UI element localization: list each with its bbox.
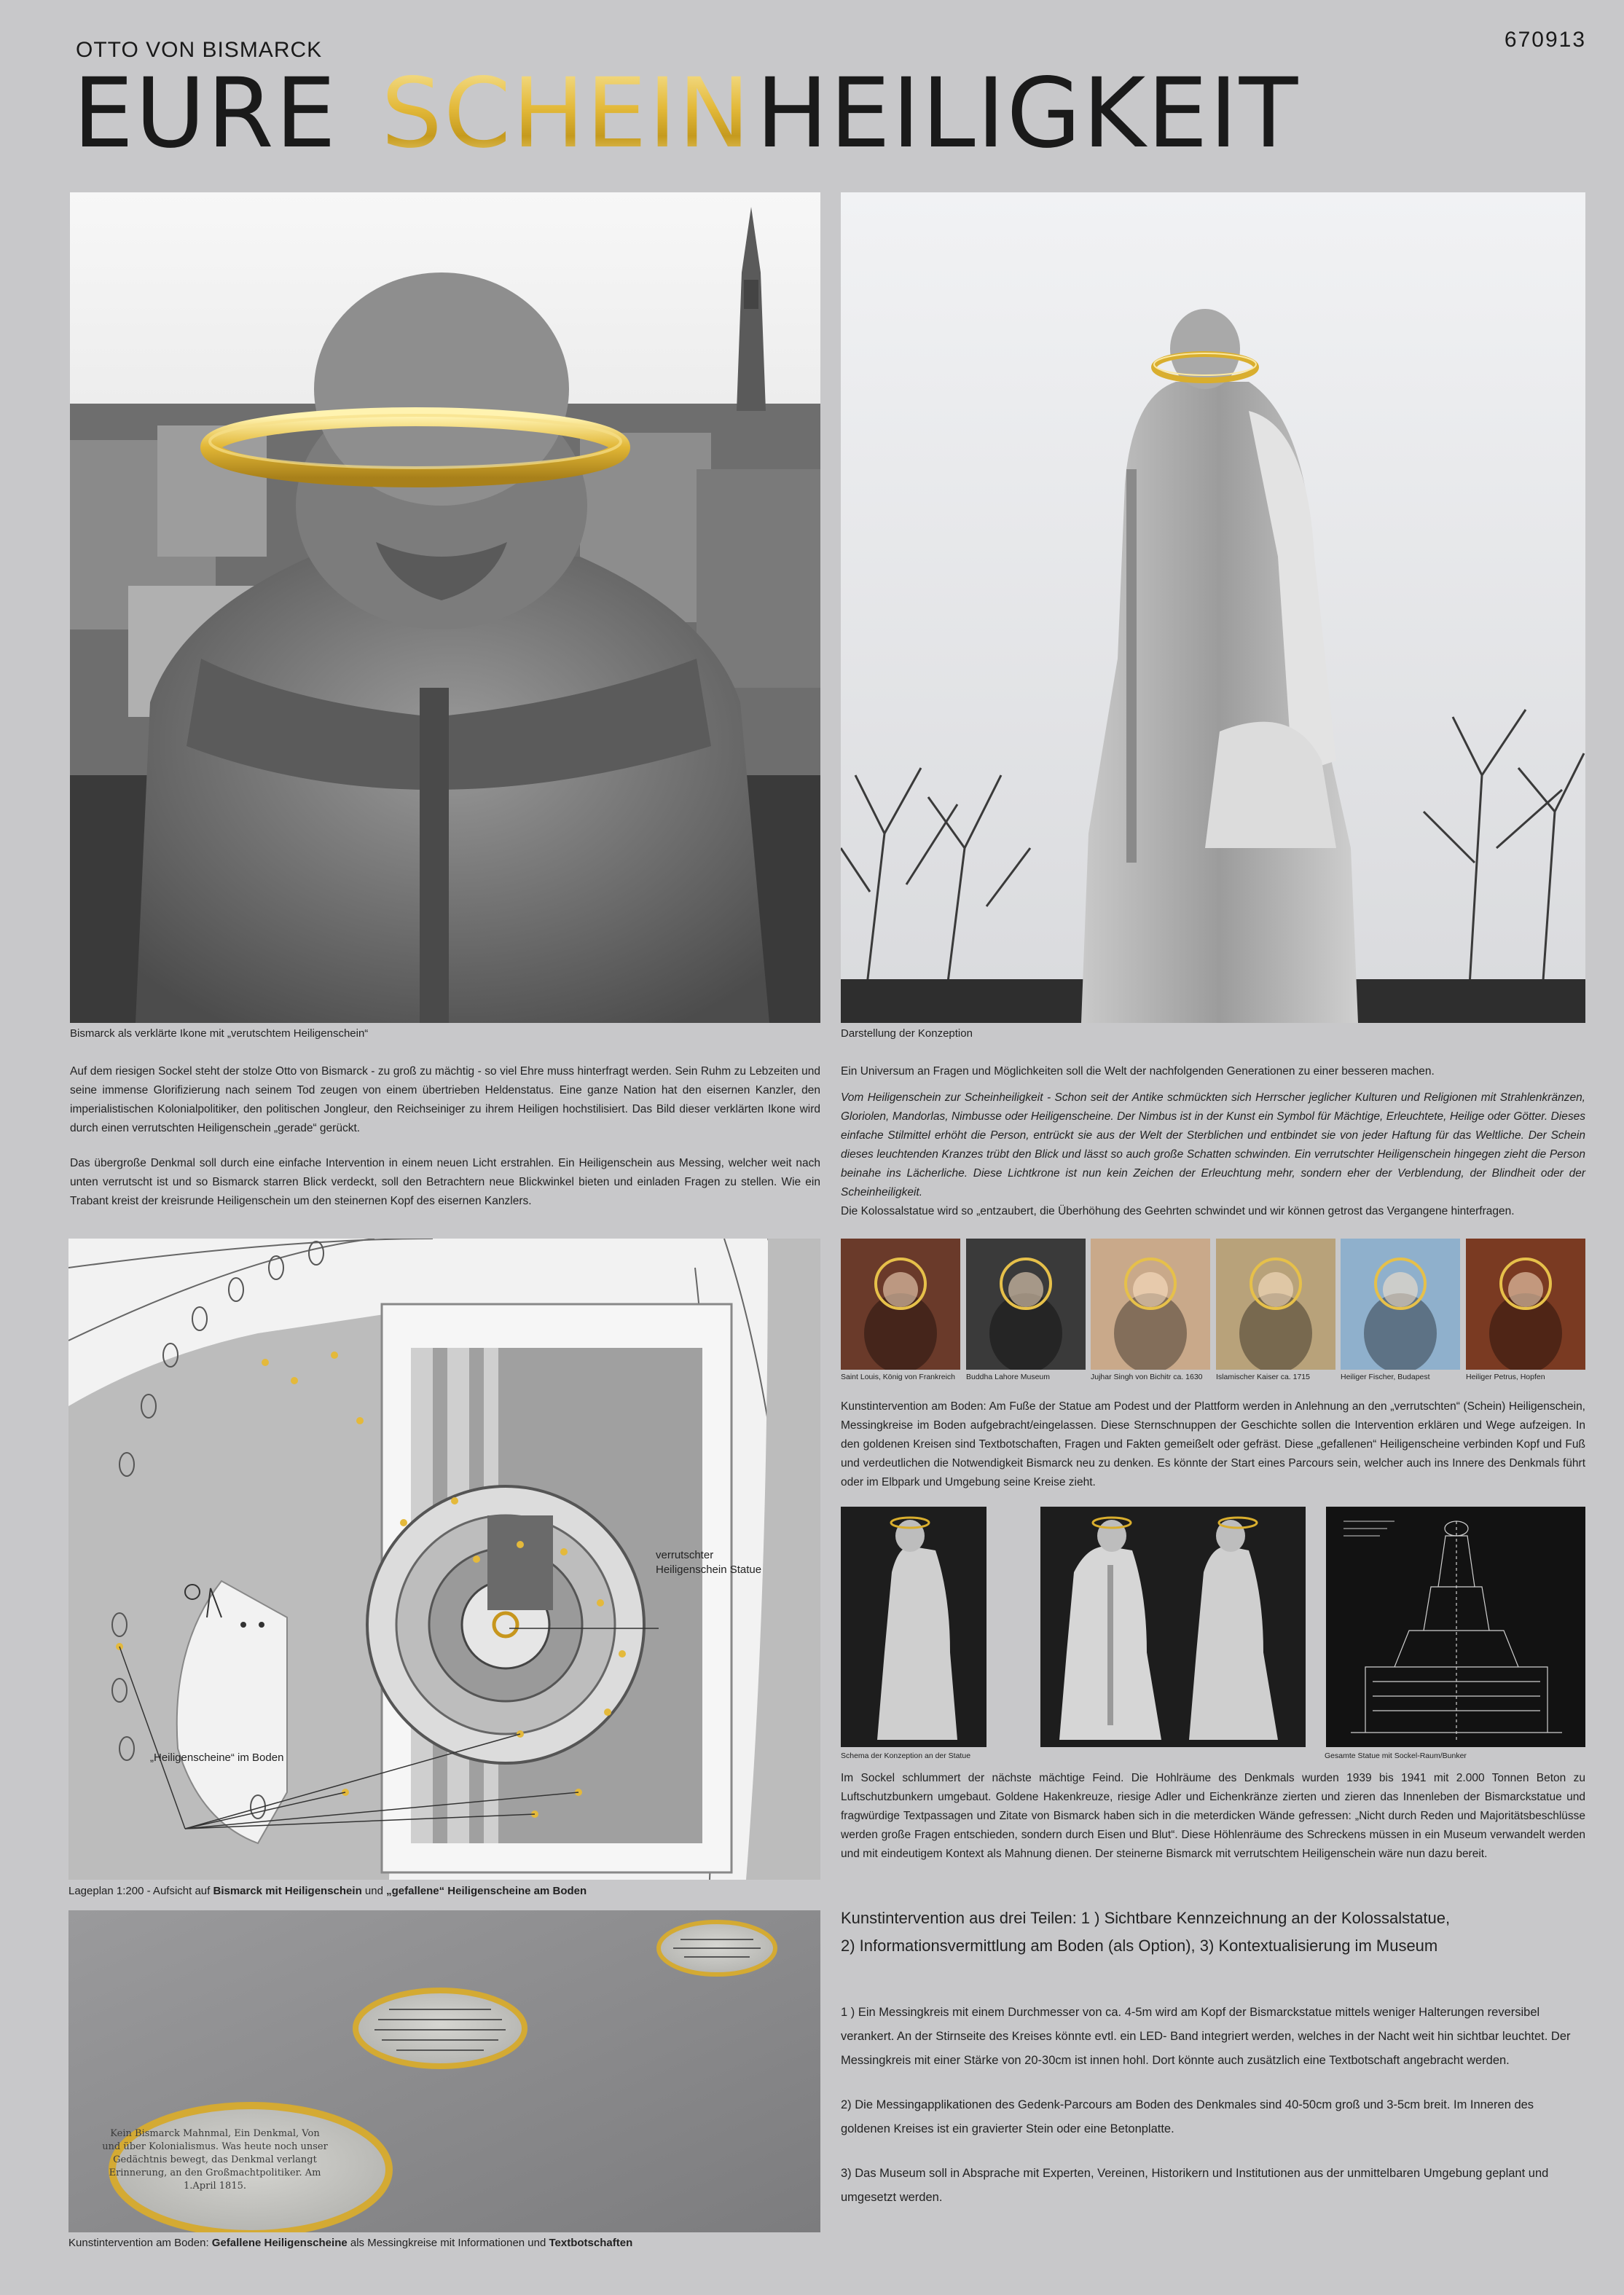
statue-concept-photo [841, 192, 1585, 1023]
intro-paragraph-1: Auf dem riesigen Sockel steht der stolze Otto von Bismarck - zu groß zu mächtig - so viel Ehre muss hinterfragt werden. Sein Ruhm zu Lebzeiten und seine immense Glorifizierung nach seinem Tod zeugen von einem übertrieben Heldenstatus. Eine ganze Nation hat den eisernen Kanzler, den imperialistischen Kolonialpolitiker, den politischen Jongleur, den Reichseiniger zu ihrem Heiligen hochstilisiert. Das Bild dieser verklärten Ikone wird durch einen verrutschten Heiligenschein „gerade“ gerückt. [70, 1065, 820, 1134]
intervention-heading-line2: 2) Informationsvermittlung am Boden (als Option), 3) Kontextualisierung im Museum [841, 1937, 1438, 1955]
title-part-eure: EURE [73, 58, 338, 170]
halo-example-image [1216, 1239, 1335, 1370]
halo-example-caption: Jujhar Singh von Bichitr ca. 1630 [1091, 1373, 1203, 1381]
intervention-heading-line1: Kunstintervention aus drei Teilen: 1 ) Sichtbare Kennzeichnung an der Kolossalstatue, [841, 1909, 1451, 1927]
schema-images [841, 1507, 1585, 1747]
halo-example-image [1466, 1239, 1585, 1370]
title-part-schein: SCHEIN [381, 58, 752, 170]
intervention-step-2: 2) Die Messingapplikationen des Gedenk-Parcours am Boden des Denkmales sind 40-50cm groß und 3-5cm breit. Im Inneren des goldenen Kreises ist ein gravierter Stein oder eine Betonplatte. [841, 2098, 1534, 2135]
intervention-heading [841, 1904, 1591, 1960]
intervention-step-1: 1 ) Ein Messingkreis mit einem Durchmesser von ca. 4-5m wird am Kopf der Bismarckstatue mittels weniger Halterungen reversibel verankert. An der Stirnseite des Kreises könnte evtl. ein LED- Band integriert werden, welches in der Nacht weit hin sichtbar leuchtet. Der Messingkreis mit einer Stärke von 20-30cm ist innen hohl. Dort könnte auch zusätzlich eine Textbotschaft angebracht werden. [841, 2006, 1571, 2067]
halo-example-image [1341, 1239, 1460, 1370]
bust-photo [70, 192, 820, 1023]
ground-caption-b: Gefallene Heiligenscheine [211, 2237, 348, 2249]
ground-caption-a: Kunstintervention am Boden: [68, 2237, 212, 2249]
intervention-steps [841, 2001, 1585, 2230]
ground-caption-c: als Messingkreise mit Informationen und [347, 2237, 549, 2249]
plaque-text: Kein Bismarck Mahnmal, Ein Denkmal, Von und über Kolonialismus. Was heute noch unser Gedächtnis bewegt, das Denkmal verlangt Erinnerung, an den Großmachtpolitiker. Am 1.April 1815. [102, 2128, 328, 2192]
title-part-heiligkeit: HEILIGKEIT [756, 58, 1300, 170]
label-statue-halo: verrutschter Heiligenschein Statue [656, 1549, 762, 1576]
entry-code: 670913 [1504, 28, 1586, 52]
label-ground-halos: „Heiligenscheine“ im Boden [150, 1751, 284, 1764]
halo-example-caption: Islamischer Kaiser ca. 1715 [1216, 1373, 1310, 1381]
halo-example-caption: Heiliger Petrus, Hopfen [1466, 1373, 1545, 1381]
halo-example-caption: Saint Louis, König von Frankreich [841, 1373, 956, 1381]
site-plan-caption-b: Bismarck mit Heiligenschein [213, 1885, 362, 1897]
intro-paragraph-2: Das übergroße Denkmal soll durch eine einfache Intervention in einem neuen Licht erstrahlen. Ein Heiligenschein aus Messing, welcher weit nach unten verrutscht ist und so Bismarck starren Blick verdeckt, soll den Betrachtern neue Blickwinkel bieten und einladen Fragen zu stellen. Wie ein Trabant kreist der kreisrunde Heiligenschein um den steinernen Kopf des eisernen Kanzlers. [70, 1157, 820, 1207]
poster-title [73, 58, 1300, 170]
bust-photo-caption: Bismarck als verklärte Ikone mit „verutschtem Heiligenschein“ [70, 1027, 369, 1040]
universe-paragraph: Ein Universum an Fragen und Möglichkeiten soll die Welt der nachfolgenden Generationen zu einer besseren machen. [841, 1065, 1435, 1078]
halo-example-image [1091, 1239, 1210, 1370]
halo-example-image [841, 1239, 960, 1370]
site-plan-caption-c: und [361, 1885, 387, 1897]
halo-example-image [966, 1239, 1086, 1370]
intervention-step-3: 3) Das Museum soll in Absprache mit Experten, Vereinen, Historikern und Institutionen aus der unmittelbaren Umgebung geplant und umgesetzt werden. [841, 2167, 1549, 2204]
schema-caption-left: Schema der Konzeption an der Statue [841, 1751, 971, 1760]
bunker-text: Im Sockel schlummert der nächste mächtige Feind. Die Hohlräume des Denkmals wurden 1939 bis 1941 mit 2.000 Tonnen Beton zu Luftschutzbunkern umgebaut. Goldene Hakenkreuze, riesige Adler und Eichenkränze zierten und zieren das Innenleben der Bismarckstatue und fragwürdige Textpassagen und Zitate von Bismarck haben sich in die meterdicken Wände gefressen: „Nicht durch Reden und Majoritätsbeschlüsse werden große Fragen entschieden, sondern durch Eisen und Blut“. Diese Höhlenräume des Schreckens müssen in ein Museum verwandelt werden und mit eindeutigem Kontext als Mahnung dienen. Der steinerne Bismarck mit verrutschtem Heiligenschein wäre nun dazu bereit. [841, 1772, 1585, 1860]
ground-intervention-text: Kunstintervention am Boden: Am Fuße der Statue am Podest und der Plattform werden in Anlehnung an den „verrutschten“ (Schein) Heiligenschein, Messingkreise im Boden aufgebracht/eingelassen. Diese Sternschnuppen der Geschichte sollen die Intervention erklären und Wege aufzeigen. In den goldenen Kreisen sind Textbotschaften, Fragen und Fakten gemeißelt oder gefräst. Diese „gefallenen“ Heiligenscheine verbinden Kopf und Fuß und verdeutlichen die Notwendigkeit Bismarck neu zu denken. Es könnte der Start eines Parcours sein, welcher auch ins Innere des Denkmals führt oder im Elbpark und Umgebung seine Kreise zieht. [841, 1400, 1585, 1488]
halo-history-paragraph: Vom Heiligenschein zur Scheinheiligkeit - Schon seit der Antike schmückten sich Herrscher jeglicher Kulturen und Religionen mit Strahlenkränzen, Gloriolen, Mandorlas, Nimbusse oder Heiligenscheine. Der Nimbus ist in der Kunst ein Symbol für Mächtige, Erleuchtete, Heilige oder Götter. Dieses einfache Stilmittel erhöht die Person, entrückt sie aus der Welt der Sterblichen und entbindet sie von jeder Haftung für das Weltliche. Der Schein dieses leuchtenden Kranzes trübt den Blick und lässt so auch große Schatten schwinden. Ein verrutschter Heiligenschein hingegen zieht die Person beinahe ins Lächerliche. Diese Lichtkrone ist nun kein Zeichen der Erleuchtung mehr, sondern eher der Verblendung, der Blindheit oder der Scheinheiligkeit. [841, 1091, 1585, 1198]
colossal-statue-paragraph: Die Kolossalstatue wird so „entzaubert, die Überhöhung des Geehrten schwindet und wir können getrost das Vergangene hinterfragen. [841, 1205, 1515, 1217]
intro-text-right [841, 1062, 1585, 1237]
halo-example-caption: Heiliger Fischer, Budapest [1341, 1373, 1430, 1381]
intro-text-left [70, 1062, 820, 1227]
statue-concept-caption: Darstellung der Konzeption [841, 1027, 973, 1040]
ground-photo-caption [68, 2237, 820, 2249]
schema-caption-right: Gesamte Statue mit Sockel-Raum/Bunker [1325, 1751, 1467, 1760]
site-plan-caption [68, 1885, 820, 1897]
poster-subtitle: OTTO VON BISMARCK [76, 38, 323, 62]
site-plan-caption-a: Lageplan 1:200 - Aufsicht auf [68, 1885, 213, 1897]
halo-examples-strip [841, 1239, 1585, 1381]
ground-caption-d: Textbotschaften [549, 2237, 633, 2249]
site-plan-caption-d: „gefallene“ Heiligenscheine am Boden [386, 1885, 587, 1897]
halo-example-caption: Buddha Lahore Museum [966, 1373, 1050, 1381]
